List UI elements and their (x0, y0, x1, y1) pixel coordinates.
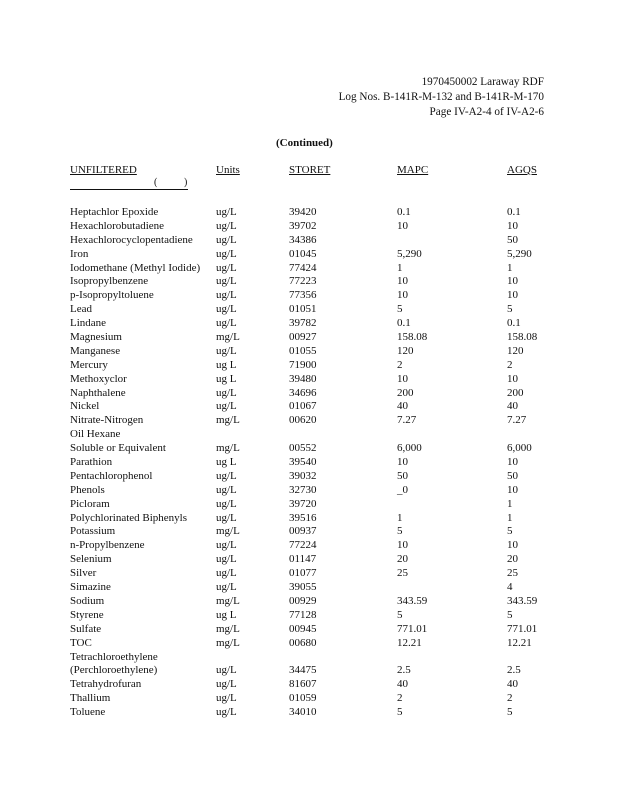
parameter-name: Toluene (70, 706, 106, 719)
parameter-name: Picloram (70, 497, 110, 510)
agqs-cell: 1 (507, 261, 513, 274)
parameter-name: (Perchloroethylene) (70, 664, 158, 677)
mapc-cell: _0 (397, 483, 408, 496)
units-cell: ug/L (216, 497, 237, 510)
storet-cell: 71900 (289, 358, 317, 371)
agqs-cell: 25 (507, 567, 518, 580)
table-row (0, 484, 618, 498)
units-cell: ug/L (216, 233, 237, 246)
agqs-cell: 20 (507, 553, 518, 566)
parameter-name: Heptachlor Epoxide (70, 206, 159, 218)
agqs-cell: 158.08 (507, 331, 538, 344)
mapc-cell: 12.21 (397, 636, 422, 649)
storet-cell: 34696 (289, 386, 317, 399)
agqs-cell: 5 (507, 706, 513, 719)
table-row (0, 206, 618, 220)
storet-cell: 01147 (289, 553, 317, 566)
mapc-cell: 50 (397, 469, 408, 482)
parameter-name: n-Propylbenzene (70, 539, 145, 552)
mapc-cell: 2 (397, 692, 403, 705)
table-row (0, 651, 618, 665)
blank-paren-close: ) (184, 177, 188, 188)
table-row (0, 428, 618, 442)
mapc-cell: 10 (397, 539, 408, 552)
agqs-cell: 10 (507, 539, 518, 552)
page-number-line: Page IV-A2-4 of IV-A2-6 (429, 106, 544, 118)
column-header-agqs: AGQS (507, 164, 537, 176)
mapc-cell: 2.5 (397, 664, 411, 677)
table-row (0, 289, 618, 303)
units-cell: ug/L (216, 206, 237, 218)
mapc-cell: 0.1 (397, 317, 411, 330)
agqs-cell: 5 (507, 608, 513, 621)
parameter-name: Sodium (70, 594, 105, 607)
table-row (0, 609, 618, 623)
units-cell: ug/L (216, 581, 237, 594)
parameter-name: Polychlorinated Biphenyls (70, 511, 188, 524)
table-row (0, 512, 618, 526)
mapc-cell: 10 (397, 219, 408, 232)
units-cell: ug L (216, 372, 237, 385)
table-row (0, 262, 618, 276)
agqs-cell: 40 (507, 678, 518, 691)
units-cell: ug/L (216, 706, 237, 719)
parameter-name: Nitrate-Nitrogen (70, 414, 144, 427)
storet-cell: 77128 (289, 608, 317, 621)
agqs-cell: 10 (507, 289, 518, 302)
agqs-cell: 1 (507, 497, 513, 510)
parameter-name: Pentachlorophenol (70, 469, 153, 482)
column-header-units: Units (216, 164, 240, 176)
units-cell: ug/L (216, 317, 237, 330)
table-row (0, 567, 618, 581)
agqs-cell: 0.1 (507, 317, 521, 330)
mapc-cell: 1 (397, 261, 403, 274)
parameter-name: Lindane (70, 317, 107, 330)
table-row (0, 359, 618, 373)
parameter-name: Parathion (70, 456, 113, 469)
table-row (0, 387, 618, 401)
units-cell: ug/L (216, 539, 237, 552)
storet-cell: 00945 (289, 622, 317, 635)
storet-cell: 34475 (289, 664, 317, 677)
mapc-cell: 25 (397, 567, 408, 580)
table-row (0, 248, 618, 262)
units-cell: ug L (216, 608, 237, 621)
agqs-cell: 7.27 (507, 414, 527, 427)
agqs-cell: 12.21 (507, 636, 532, 649)
units-cell: ug/L (216, 511, 237, 524)
agqs-cell: 5,290 (507, 247, 532, 260)
mapc-cell: 6,000 (397, 442, 422, 455)
parameter-name: Magnesium (70, 331, 122, 344)
table-row (0, 581, 618, 595)
parameter-name: Thallium (70, 692, 111, 705)
storet-cell: 39782 (289, 317, 317, 330)
agqs-cell: 4 (507, 581, 513, 594)
storet-cell: 01059 (289, 692, 317, 705)
agqs-cell: 120 (507, 344, 524, 357)
mapc-cell: 5 (397, 525, 403, 538)
parameter-name: Oil Hexane (70, 428, 121, 441)
storet-cell: 00937 (289, 525, 317, 538)
blank-paren-open: ( (154, 177, 158, 188)
mapc-cell: 7.27 (397, 414, 417, 427)
agqs-cell: 2 (507, 692, 513, 705)
parameter-name: Tetrahydrofuran (70, 678, 142, 691)
units-cell: ug/L (216, 219, 237, 232)
mapc-cell: 158.08 (397, 331, 428, 344)
storet-cell: 01045 (289, 247, 317, 260)
mapc-cell: 10 (397, 456, 408, 469)
table-row (0, 637, 618, 651)
parameter-name: Nickel (70, 400, 100, 413)
table-row (0, 414, 618, 428)
table-row (0, 303, 618, 317)
table-row (0, 539, 618, 553)
agqs-cell: 343.59 (507, 594, 538, 607)
table-row (0, 498, 618, 512)
storet-cell: 00927 (289, 331, 317, 344)
agqs-cell: 5 (507, 525, 513, 538)
table-row (0, 234, 618, 248)
units-cell: ug/L (216, 303, 237, 316)
mapc-cell: 343.59 (397, 594, 428, 607)
mapc-cell: 10 (397, 289, 408, 302)
agqs-cell: 40 (507, 400, 518, 413)
mapc-cell: 5 (397, 608, 403, 621)
units-cell: ug/L (216, 344, 237, 357)
table-row (0, 525, 618, 539)
units-cell: ug/L (216, 247, 237, 260)
units-cell: ug/L (216, 469, 237, 482)
blank-fill-line (70, 178, 188, 190)
parameter-name: Lead (70, 303, 92, 316)
storet-cell: 39032 (289, 469, 317, 482)
parameter-name: Styrene (70, 608, 104, 621)
agqs-cell: 2.5 (507, 664, 521, 677)
storet-cell: 00929 (289, 594, 317, 607)
storet-cell: 00680 (289, 636, 317, 649)
mapc-cell: 20 (397, 553, 408, 566)
mapc-cell: 40 (397, 400, 408, 413)
continued-label: (Continued) (276, 137, 333, 149)
units-cell: ug L (216, 358, 237, 371)
parameter-name: Manganese (70, 344, 121, 357)
units-cell: ug/L (216, 289, 237, 302)
table-row (0, 678, 618, 692)
parameter-name: p-Isopropyltoluene (70, 289, 154, 302)
mapc-cell: 0.1 (397, 206, 411, 218)
table-row (0, 400, 618, 414)
storet-cell: 34386 (289, 233, 317, 246)
units-cell: ug/L (216, 692, 237, 705)
table-row (0, 331, 618, 345)
parameter-name: Selenium (70, 553, 112, 566)
storet-cell: 01067 (289, 400, 317, 413)
log-numbers-line: Log Nos. B-141R-M-132 and B-141R-M-170 (338, 91, 544, 103)
facility-id-line: 1970450002 Laraway RDF (421, 76, 544, 88)
storet-cell: 39702 (289, 219, 317, 232)
table-row (0, 553, 618, 567)
agqs-cell: 771.01 (507, 622, 538, 635)
units-cell: ug/L (216, 261, 237, 274)
table-row (0, 220, 618, 234)
agqs-cell: 0.1 (507, 206, 521, 218)
table-row (0, 706, 618, 720)
units-cell: mg/L (216, 622, 240, 635)
agqs-cell: 5 (507, 303, 513, 316)
table-row (0, 345, 618, 359)
table-row (0, 275, 618, 289)
storet-cell: 32730 (289, 483, 317, 496)
parameter-name: Sulfate (70, 622, 102, 635)
storet-cell: 39720 (289, 497, 317, 510)
agqs-cell: 1 (507, 511, 513, 524)
units-cell: mg/L (216, 442, 240, 455)
parameter-name: Mercury (70, 358, 108, 371)
parameter-name: Hexachlorobutadiene (70, 219, 165, 232)
table-row (0, 373, 618, 387)
column-header-unfiltered: UNFILTERED (70, 164, 137, 176)
agqs-cell: 2 (507, 358, 513, 371)
units-cell: ug/L (216, 678, 237, 691)
agqs-cell: 10 (507, 275, 518, 288)
mapc-cell: 10 (397, 372, 408, 385)
parameter-name: Soluble or Equivalent (70, 442, 166, 455)
storet-cell: 39516 (289, 511, 317, 524)
parameter-table (0, 206, 618, 720)
storet-cell: 39540 (289, 456, 317, 469)
storet-cell: 77424 (289, 261, 317, 274)
storet-cell: 77223 (289, 275, 317, 288)
column-header-mapc: MAPC (397, 164, 429, 176)
agqs-cell: 50 (507, 233, 518, 246)
units-cell: ug/L (216, 664, 237, 677)
parameter-name: TOC (70, 636, 92, 649)
storet-cell: 81607 (289, 678, 317, 691)
column-header-storet: STORET (289, 164, 331, 176)
mapc-cell: 40 (397, 678, 408, 691)
mapc-cell: 5,290 (397, 247, 422, 260)
storet-cell: 39480 (289, 372, 317, 385)
storet-cell: 01055 (289, 344, 317, 357)
table-row (0, 664, 618, 678)
storet-cell: 01051 (289, 303, 317, 316)
parameter-name: Tetrachloroethylene (70, 650, 158, 663)
agqs-cell: 10 (507, 372, 518, 385)
agqs-cell: 10 (507, 483, 518, 496)
units-cell: ug/L (216, 275, 237, 288)
parameter-name: Iodomethane (Methyl Iodide) (70, 261, 201, 274)
units-cell: ug/L (216, 567, 237, 580)
units-cell: mg/L (216, 331, 240, 344)
table-row (0, 442, 618, 456)
parameter-name: Potassium (70, 525, 116, 538)
storet-cell: 39420 (289, 206, 317, 218)
units-cell: ug/L (216, 483, 237, 496)
storet-cell: 77356 (289, 289, 317, 302)
units-cell: mg/L (216, 414, 240, 427)
mapc-cell: 2 (397, 358, 403, 371)
parameter-name: Naphthalene (70, 386, 126, 399)
units-cell: mg/L (216, 525, 240, 538)
table-row (0, 456, 618, 470)
table-row (0, 623, 618, 637)
agqs-cell: 50 (507, 469, 518, 482)
mapc-cell: 200 (397, 386, 414, 399)
units-cell: ug/L (216, 553, 237, 566)
units-cell: ug/L (216, 386, 237, 399)
table-row (0, 595, 618, 609)
units-cell: mg/L (216, 594, 240, 607)
mapc-cell: 120 (397, 344, 414, 357)
storet-cell: 77224 (289, 539, 317, 552)
storet-cell: 39055 (289, 581, 317, 594)
mapc-cell: 1 (397, 511, 403, 524)
storet-cell: 34010 (289, 706, 317, 719)
parameter-name: Simazine (70, 581, 111, 594)
mapc-cell: 5 (397, 303, 403, 316)
agqs-cell: 200 (507, 386, 524, 399)
table-row (0, 692, 618, 706)
table-row (0, 317, 618, 331)
parameter-name: Methoxyclor (70, 372, 127, 385)
storet-cell: 00552 (289, 442, 317, 455)
parameter-name: Phenols (70, 483, 105, 496)
units-cell: ug L (216, 456, 237, 469)
mapc-cell: 5 (397, 706, 403, 719)
units-cell: ug/L (216, 400, 237, 413)
agqs-cell: 10 (507, 456, 518, 469)
agqs-cell: 10 (507, 219, 518, 232)
parameter-name: Isopropylbenzene (70, 275, 149, 288)
storet-cell: 00620 (289, 414, 317, 427)
parameter-name: Iron (70, 247, 89, 260)
agqs-cell: 6,000 (507, 442, 532, 455)
units-cell: mg/L (216, 636, 240, 649)
storet-cell: 01077 (289, 567, 317, 580)
table-row (0, 470, 618, 484)
parameter-name: Hexachlorocyclopentadiene (70, 233, 193, 246)
mapc-cell: 771.01 (397, 622, 428, 635)
mapc-cell: 10 (397, 275, 408, 288)
parameter-name: Silver (70, 567, 97, 580)
